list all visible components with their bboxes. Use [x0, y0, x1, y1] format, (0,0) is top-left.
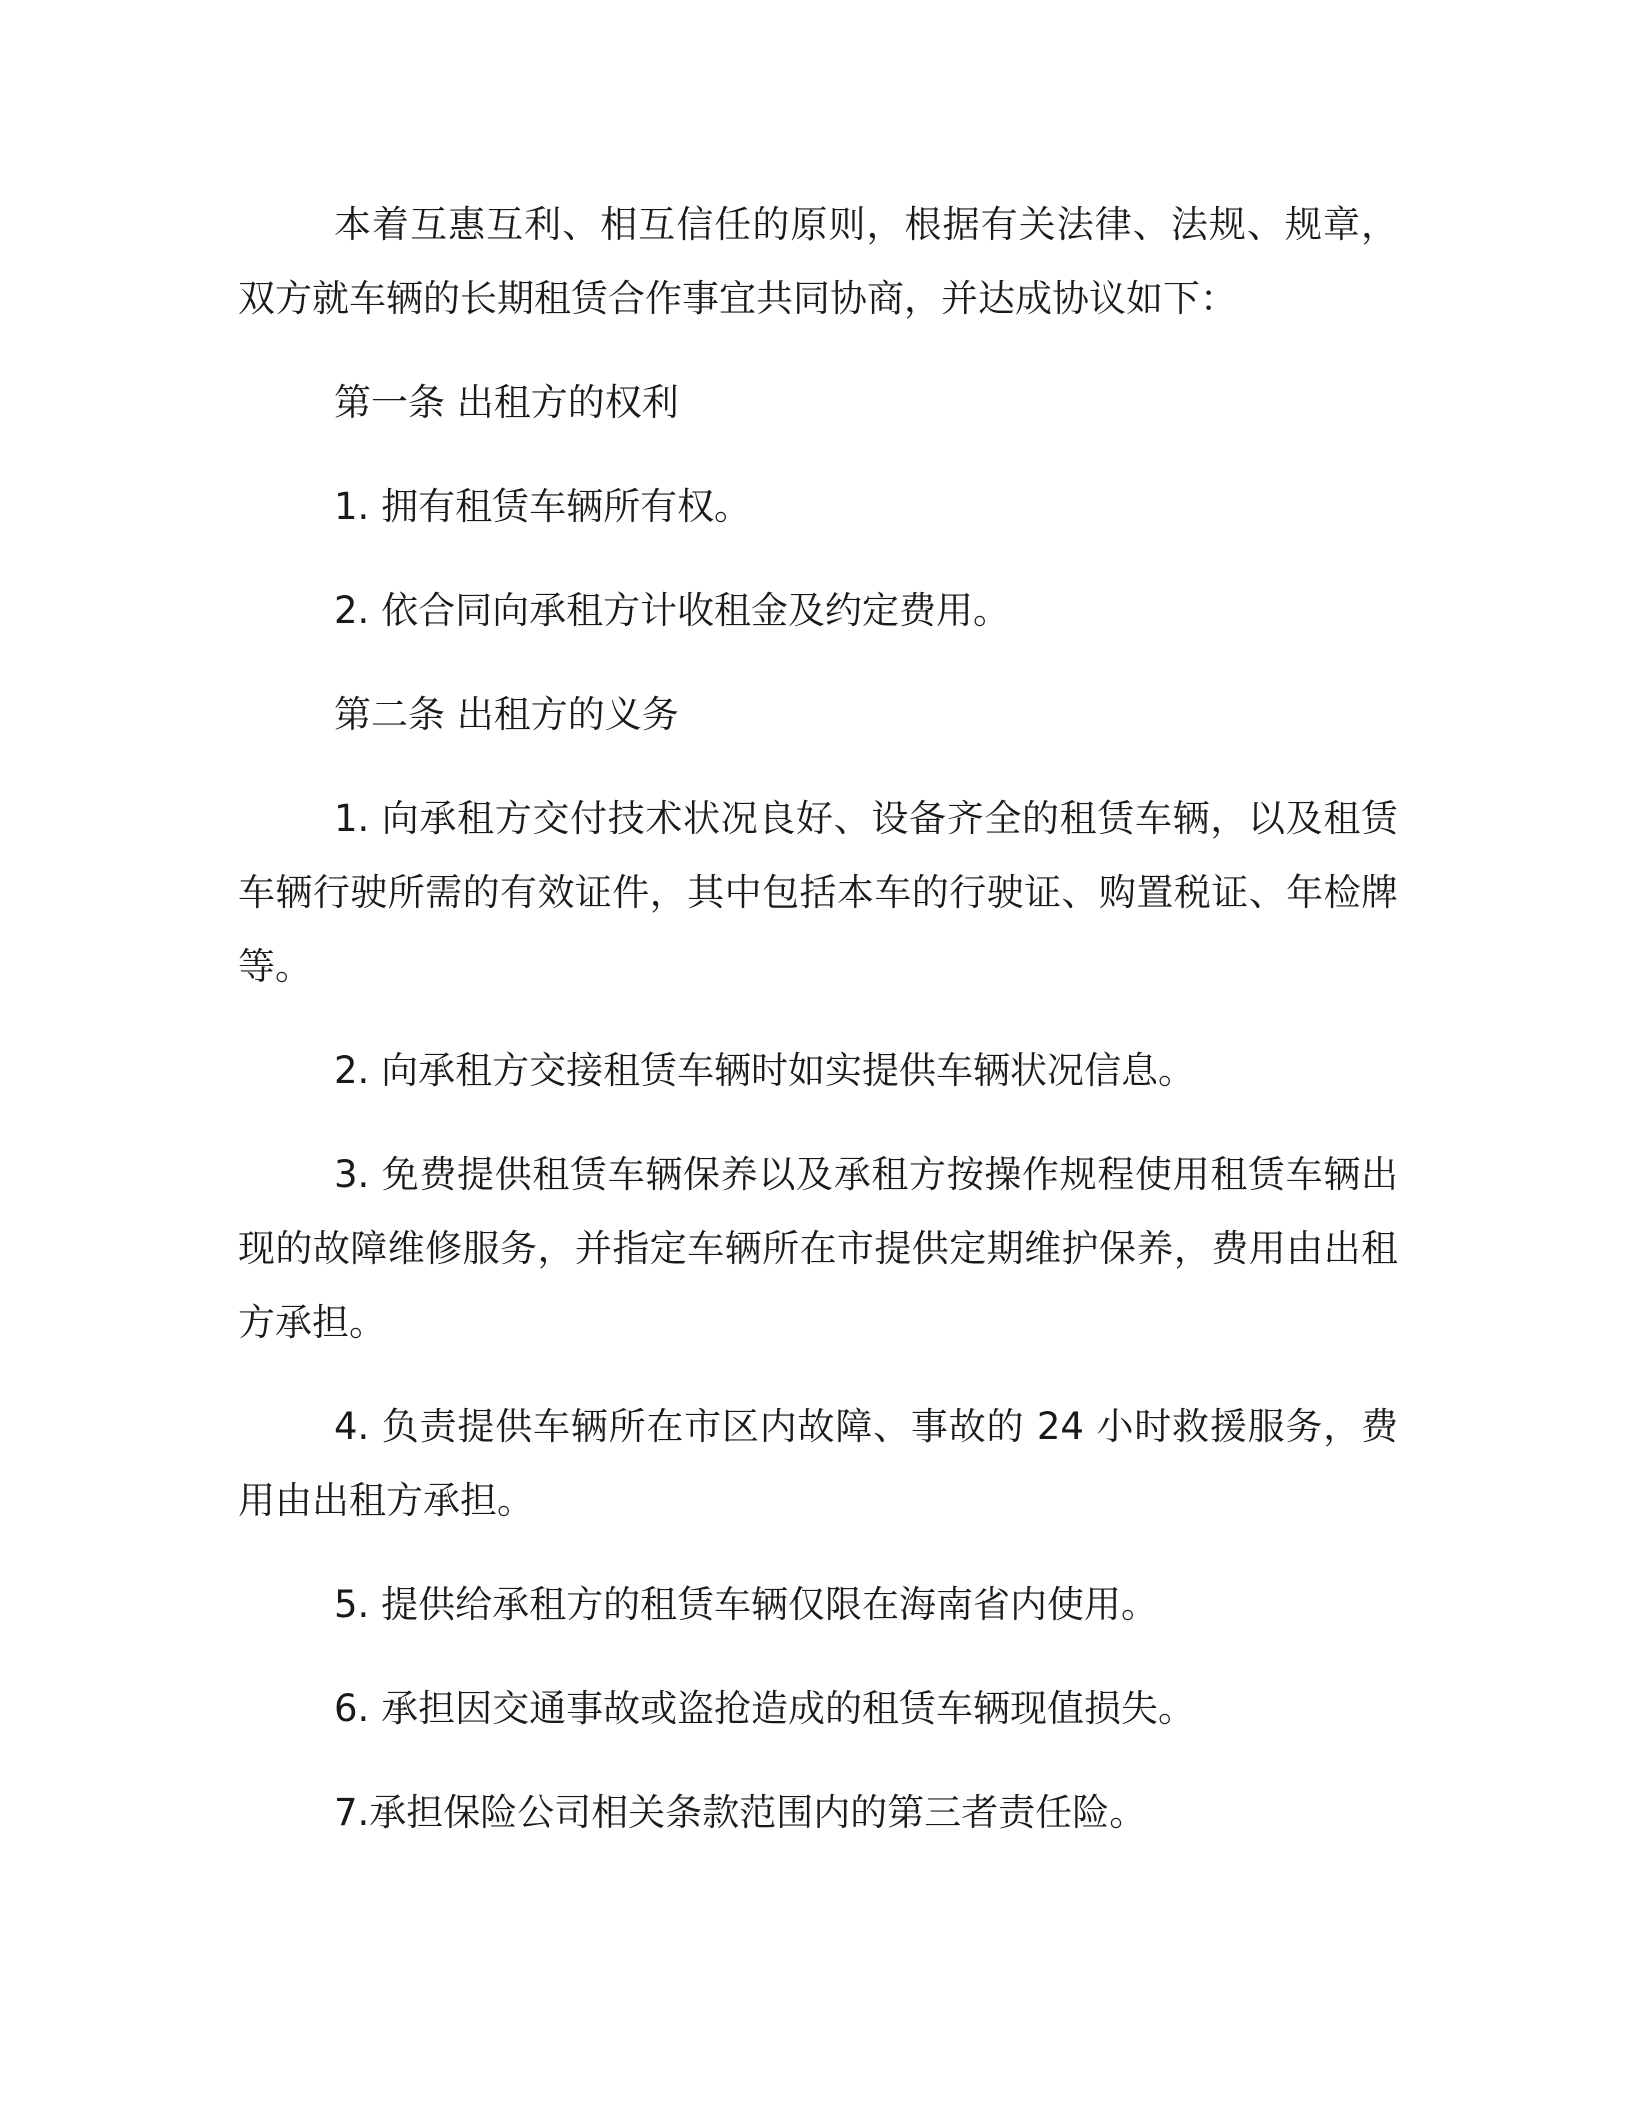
spacer: [238, 1538, 1398, 1568]
spacer: [238, 440, 1398, 470]
intro-paragraph: 本着互惠互利、相互信任的原则，根据有关法律、法规、规章，双方就车辆的长期租赁合作事宜共同协商，并达成协议如下：: [238, 203, 1398, 320]
list-item: 4. 负责提供车辆所在市区内故障、事故的 24 小时救援服务，费用由出租方承担。: [238, 1405, 1398, 1522]
spacer: [238, 336, 1398, 366]
section-heading-lessor-rights: 第一条 出租方的权利: [334, 381, 679, 424]
list-item: 6. 承担因交通事故或盗抢造成的租赁车辆现值损失。: [334, 1687, 1196, 1730]
document-body: [238, 188, 1398, 1850]
spacer: [238, 544, 1398, 574]
list-item: 2. 依合同向承租方计收租金及约定费用。: [334, 589, 1011, 632]
list-item: 3. 免费提供租赁车辆保养以及承租方按操作规程使用租赁车辆出现的故障维修服务，并指定车辆所在市提供定期维护保养，费用由出租方承担。: [238, 1153, 1398, 1344]
spacer: [238, 1642, 1398, 1672]
list-item: 1. 拥有租赁车辆所有权。: [334, 485, 752, 528]
section-heading-lessor-obligations: 第二条 出租方的义务: [334, 693, 679, 736]
spacer: [238, 1360, 1398, 1390]
spacer: [238, 752, 1398, 782]
list-item: 1. 向承租方交付技术状况良好、设备齐全的租赁车辆，以及租赁车辆行驶所需的有效证件，其中包括本车的行驶证、购置税证、年检牌等。: [238, 797, 1398, 988]
spacer: [238, 1004, 1398, 1034]
spacer: [238, 1108, 1398, 1138]
spacer: [238, 1746, 1398, 1776]
list-item: 7.承担保险公司相关条款范围内的第三者责任险。: [334, 1791, 1147, 1834]
list-item: 5. 提供给承租方的租赁车辆仅限在海南省内使用。: [334, 1583, 1159, 1626]
list-item: 2. 向承租方交接租赁车辆时如实提供车辆状况信息。: [334, 1049, 1196, 1092]
spacer: [238, 648, 1398, 678]
